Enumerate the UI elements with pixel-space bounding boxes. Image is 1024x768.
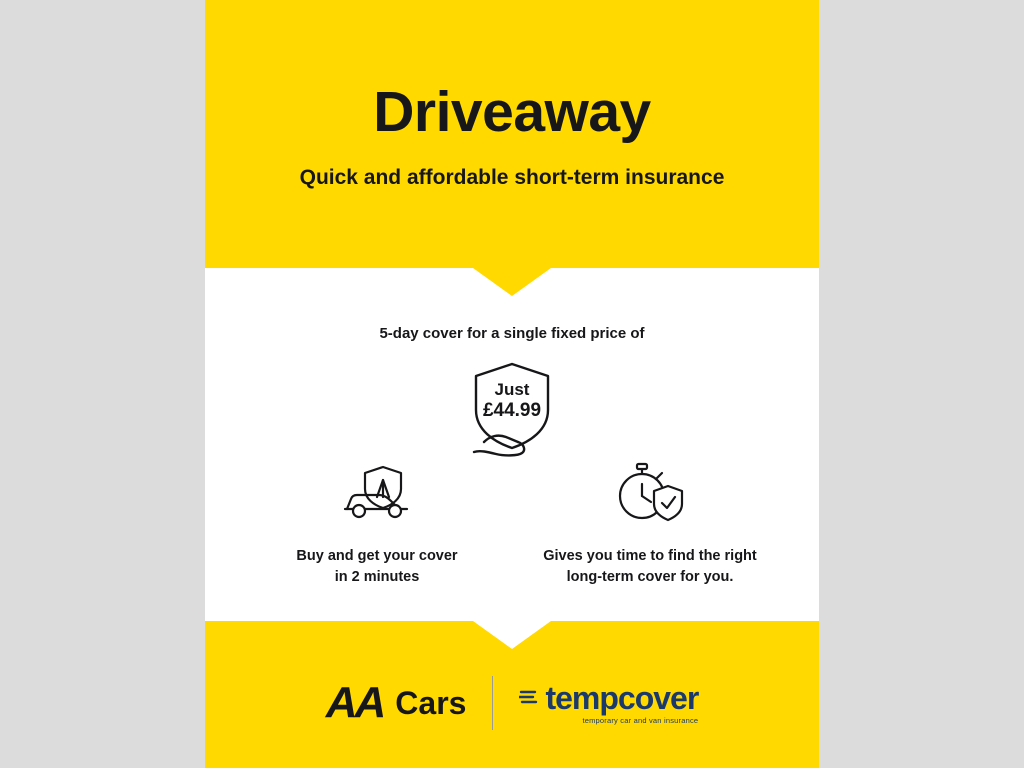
stopwatch-shield-icon (525, 462, 775, 524)
aa-logo: AA (325, 678, 384, 727)
shield-amount: £44.99 (482, 399, 542, 421)
shield-in-hand-icon (460, 358, 564, 468)
tempcover-name: tempcover (545, 679, 699, 716)
feature-caption (252, 546, 502, 588)
page-subtitle: Quick and affordable short-term insurance (299, 166, 725, 189)
page-title: Driveaway (373, 80, 651, 144)
logo-divider (492, 676, 493, 730)
logo-row (205, 668, 819, 738)
feature-caption-line2: long-term cover for you. (566, 569, 734, 586)
feature-find-cover (525, 462, 775, 588)
price-shield (460, 358, 564, 468)
aa-cars-label: Cars (395, 685, 467, 721)
car-shield-icon (252, 462, 502, 524)
bottom-band-notch (473, 621, 551, 649)
tempcover-logo (519, 679, 699, 725)
feature-caption (525, 546, 775, 588)
tempcover-dashes-icon (519, 683, 541, 713)
price-description: 5-day cover for a single fixed price of (379, 325, 645, 342)
feature-caption-line1: Gives you time to find the right (543, 548, 757, 564)
feature-buy-quickly (252, 462, 502, 588)
shield-label: Just (494, 380, 530, 399)
top-band-notch (205, 268, 819, 298)
poster (205, 0, 819, 768)
feature-caption-line1: Buy and get your cover (296, 548, 458, 564)
tempcover-tagline: temporary car and van insurance (582, 715, 699, 725)
feature-caption-line2: in 2 minutes (334, 569, 420, 586)
